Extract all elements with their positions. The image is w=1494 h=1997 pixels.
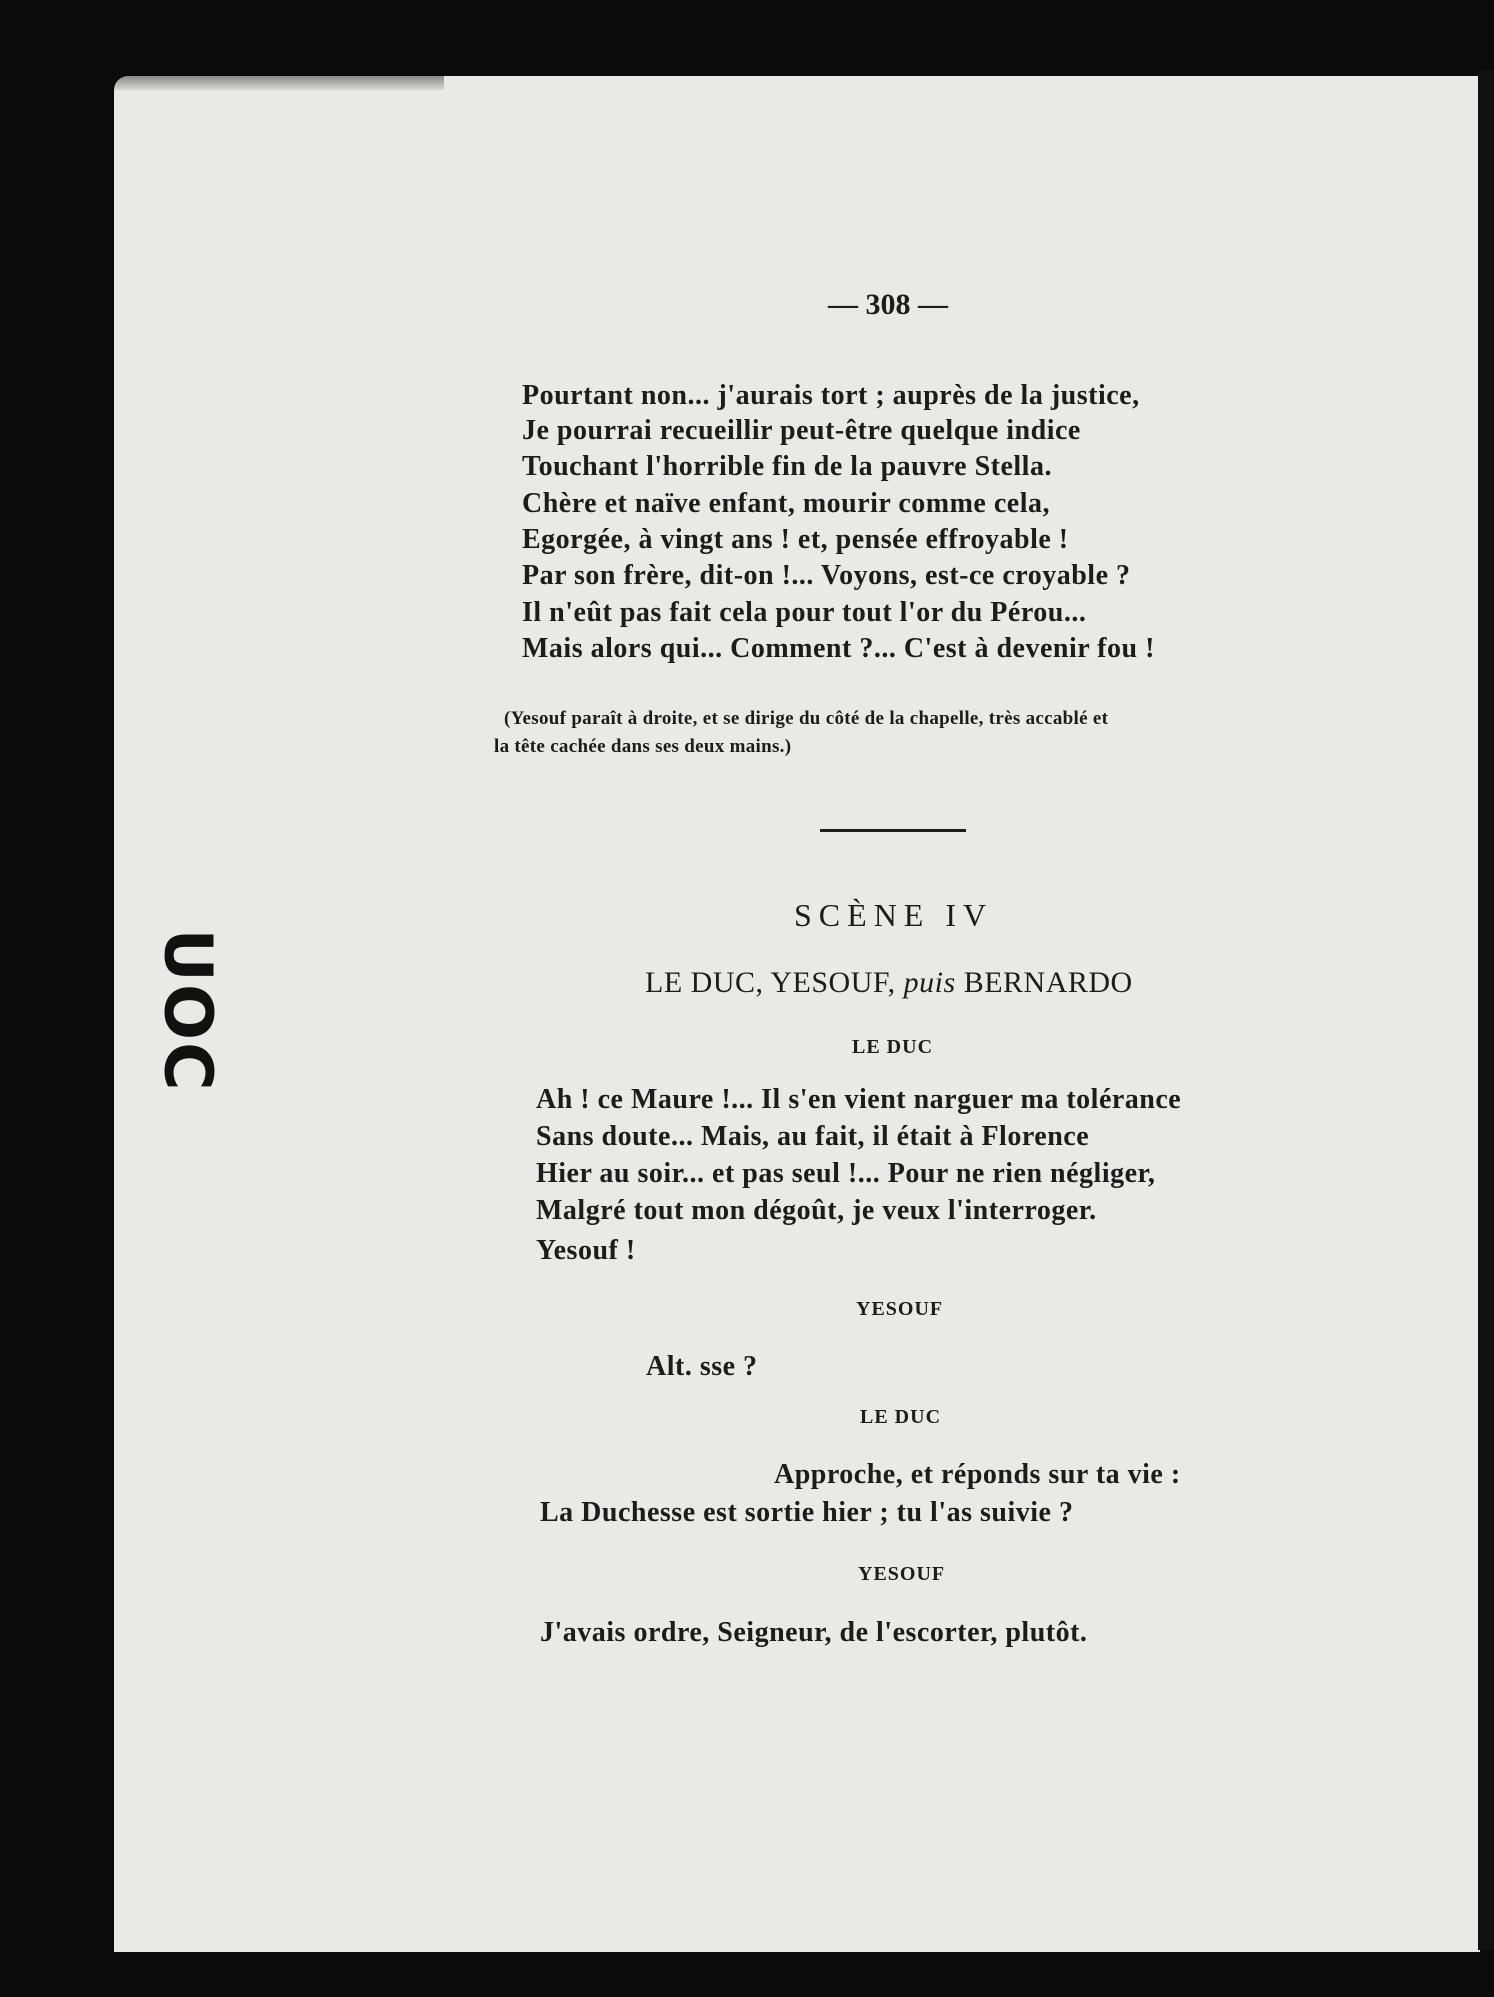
verse-line: Alt. sse ? [646, 1351, 758, 1382]
verse-line: Approche, et réponds sur ta vie : [774, 1459, 1181, 1490]
speaker-name: YESOUF [856, 1298, 944, 1320]
verse-line: Je pourrai recueillir peut-être quelque indice [522, 415, 1081, 446]
margin-stamp: UOC [149, 927, 227, 1093]
cast-names-end: BERNARDO [955, 966, 1133, 999]
cast-names: LE DUC, YESOUF, [645, 966, 904, 999]
speaker-name: YESOUF [858, 1563, 946, 1585]
verse-line: Yesouf ! [536, 1235, 636, 1266]
verse-line: Malgré tout mon dégoût, je veux l'interroger. [536, 1195, 1097, 1226]
scene-separator-rule [820, 829, 966, 832]
stage-direction-line: la tête cachée dans ses deux mains.) [494, 736, 792, 757]
verse-line: Hier au soir... et pas seul !... Pour ne rien négliger, [536, 1158, 1156, 1189]
page-edge-right [1478, 70, 1494, 1950]
verse-line: Pourtant non... j'aurais tort ; auprès de la justice, [522, 380, 1140, 411]
scene-cast-line [645, 966, 1133, 1000]
page-edge-shadow [114, 76, 444, 90]
page-sheet [114, 76, 1480, 1952]
verse-line: Egorgée, à vingt ans ! et, pensée effroyable ! [522, 524, 1069, 555]
speaker-name: LE DUC [852, 1036, 934, 1058]
page-number: — 308 — [828, 288, 948, 321]
speaker-name: LE DUC [860, 1406, 942, 1428]
scene-heading: SCÈNE IV [794, 897, 994, 933]
verse-line: Par son frère, dit-on !... Voyons, est-ce croyable ? [522, 560, 1131, 591]
verse-line: J'avais ordre, Seigneur, de l'escorter, plutôt. [540, 1617, 1088, 1648]
verse-line: Mais alors qui... Comment ?... C'est à devenir fou ! [522, 633, 1155, 664]
verse-line: Touchant l'horrible fin de la pauvre Stella. [522, 451, 1052, 482]
verse-line: La Duchesse est sortie hier ; tu l'as suivie ? [540, 1497, 1074, 1528]
cast-connector: puis [903, 966, 956, 999]
stage-direction-line: (Yesouf paraît à droite, et se dirige du côté de la chapelle, très accablé et [504, 708, 1109, 729]
verse-line: Sans doute... Mais, au fait, il était à Florence [536, 1121, 1090, 1152]
verse-line: Il n'eût pas fait cela pour tout l'or du Pérou... [522, 597, 1087, 628]
verse-line: Chère et naïve enfant, mourir comme cela, [522, 488, 1050, 519]
verse-line: Ah ! ce Maure !... Il s'en vient narguer ma tolérance [536, 1084, 1182, 1115]
